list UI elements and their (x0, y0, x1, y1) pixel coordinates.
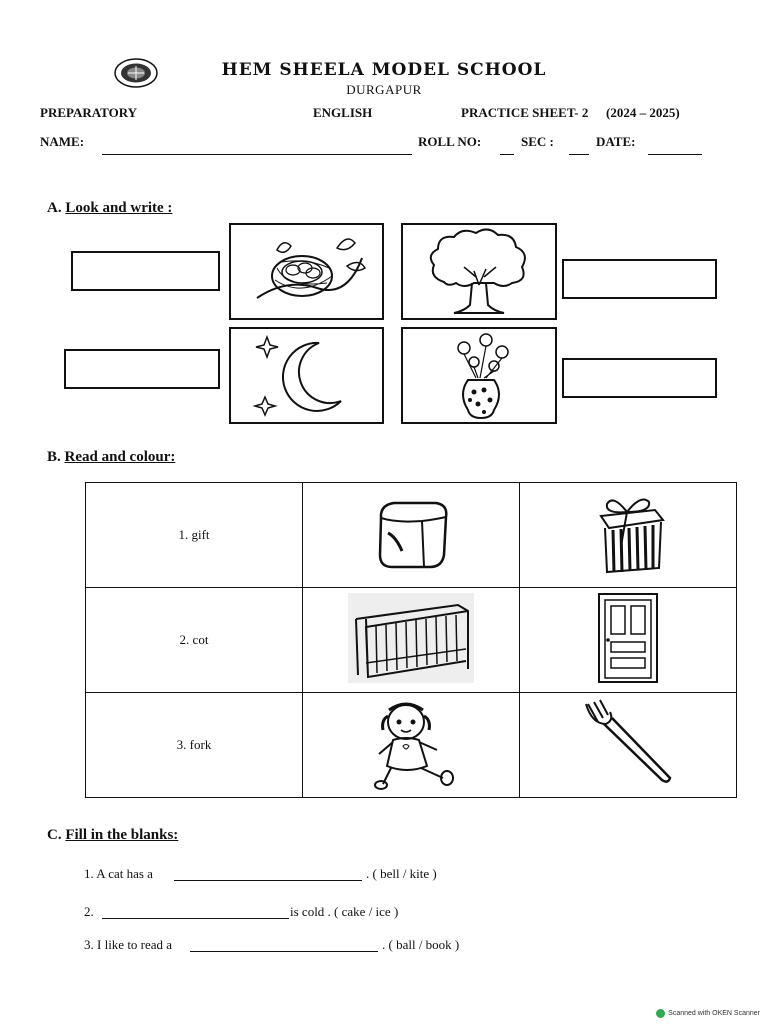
question-1-blank[interactable] (174, 880, 362, 881)
sec-blank[interactable] (569, 154, 589, 155)
name-label: NAME: (40, 134, 85, 149)
doll-option[interactable] (303, 693, 520, 798)
door-option[interactable] (520, 588, 737, 693)
nest-icon (247, 228, 367, 316)
question-1-prefix: 1. A cat has a (84, 866, 153, 881)
row-label: 1. gift (86, 483, 303, 588)
answer-box-vase[interactable] (562, 358, 717, 398)
tree-icon (424, 227, 534, 317)
question-2-blank[interactable] (102, 918, 289, 919)
tree-picture (401, 223, 557, 320)
flower-vase-picture (401, 327, 557, 424)
sheet-label: PRACTICE SHEET- 2 (461, 105, 589, 120)
table-row (86, 588, 737, 693)
answer-box-moon[interactable] (64, 349, 220, 389)
door-icon (593, 592, 663, 684)
nest-picture (229, 223, 384, 320)
answer-box-tree[interactable] (562, 259, 717, 299)
roll-label: ROLL NO: (418, 134, 482, 149)
roll-blank[interactable] (500, 154, 514, 155)
gift-box-icon (583, 488, 673, 578)
section-b-title: Read and colour: (64, 449, 176, 465)
ice-cube-icon (366, 493, 456, 573)
table-row (86, 483, 737, 588)
moon-picture (229, 327, 384, 424)
subject-label: ENGLISH (313, 105, 373, 120)
section-b-letter: B. (47, 449, 61, 465)
question-2-prefix: 2. (84, 904, 94, 919)
section-a-letter: A. (47, 200, 62, 216)
cot-icon (346, 591, 476, 685)
name-blank[interactable] (102, 154, 412, 155)
date-label: DATE: (596, 134, 636, 149)
school-name: HEM SHEELA MODEL SCHOOL (221, 60, 547, 80)
row-label: 3. fork (86, 693, 303, 798)
table-row (86, 693, 737, 798)
gift-box-option[interactable] (520, 483, 737, 588)
section-a-title: Look and write : (65, 200, 173, 216)
scanner-watermark (656, 1009, 760, 1018)
session-label: (2024 – 2025) (606, 105, 680, 120)
flower-vase-icon (424, 330, 534, 422)
date-blank[interactable] (648, 154, 702, 155)
school-city: DURGAPUR (346, 82, 422, 97)
question-3-suffix: . ( ball / book ) (382, 937, 460, 952)
section-c-letter: C. (47, 827, 62, 843)
question-3-blank[interactable] (190, 951, 378, 952)
row-label: 2. cot (86, 588, 303, 693)
fork-icon (578, 698, 678, 788)
section-a-heading (47, 200, 172, 217)
section-c-title: Fill in the blanks: (65, 827, 179, 843)
answer-box-nest[interactable] (71, 251, 220, 291)
cot-option[interactable] (303, 588, 520, 693)
section-c-heading (47, 827, 178, 844)
scanner-text: Scanned with OKEN Scanner (668, 1010, 760, 1017)
section-b-heading (47, 449, 175, 466)
question-1-suffix: . ( bell / kite ) (366, 866, 437, 881)
doll-icon (361, 696, 461, 790)
question-3-prefix: 3. I like to read a (84, 937, 173, 952)
scanner-logo-icon (656, 1009, 665, 1018)
sec-label: SEC : (521, 134, 554, 149)
ice-cube-option[interactable] (303, 483, 520, 588)
fork-option[interactable] (520, 693, 737, 798)
colour-table (85, 482, 737, 798)
question-2-suffix: is cold . ( cake / ice ) (290, 904, 399, 919)
moon-icon (237, 331, 377, 421)
class-label: PREPARATORY (40, 105, 138, 120)
